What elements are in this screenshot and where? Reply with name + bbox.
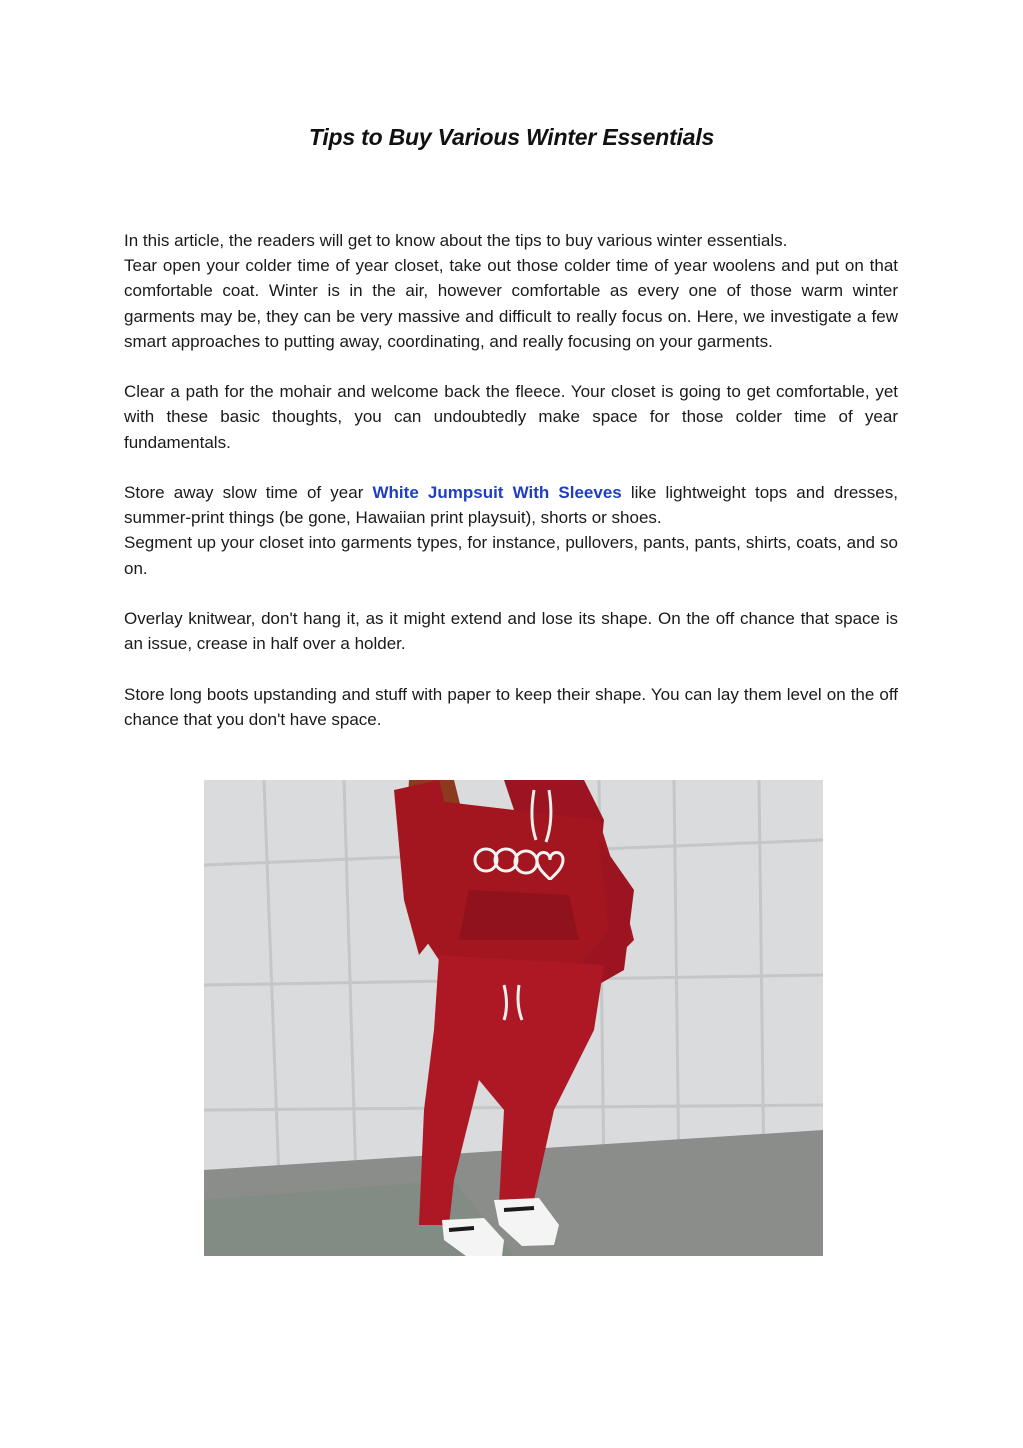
white-jumpsuit-link[interactable]: White Jumpsuit With Sleeves [372, 483, 622, 502]
paragraph-store-away [124, 480, 898, 530]
paragraph-store-away-start: Store away slow time of year [124, 483, 364, 502]
paragraph-boots: Store long boots upstanding and stuff with paper to keep their shape. You can lay them level on the off chance that you don't have space. [124, 684, 898, 729]
page-title: Tips to Buy Various Winter Essentials [308, 124, 715, 150]
tracksuit-photo-illustration [204, 780, 823, 1256]
paragraph-knitwear: Overlay knitwear, don't hang it, as it might extend and lose its shape. On the off chance that space is an issue, crease in half over a holder. [124, 609, 898, 654]
paragraph-mohair: Clear a path for the mohair and welcome back the fleece. Your closet is going to get comfortable, yet with these basic thoughts, you can undoubtedly make space for those colder time of year fundamentals. [124, 382, 898, 452]
paragraph-intro: In this article, the readers will get to know about the tips to buy various winter essentials. [124, 231, 788, 250]
paragraph-store-away-end: like lightweight tops and dresses, summer-print things (be gone, Hawaiian print playsuit), shorts or shoes. [124, 483, 898, 528]
photo-woman-red-tracksuit [204, 780, 823, 1256]
paragraph-closet: Tear open your colder time of year closet, take out those colder time of year woolens and put on that comfortable coat. Winter is in the air, however comfortable as every one of those warm winter garments may be, they can be very massive and difficult to really focus on. Here, we investigate a few smart approaches to putting away, coordinating, and really focusing on your garments. [124, 256, 898, 351]
paragraph-segment: Segment up your closet into garments types, for instance, pullovers, pants, pants, shirts, coats, and so on. [124, 533, 898, 578]
article-body [124, 228, 898, 757]
